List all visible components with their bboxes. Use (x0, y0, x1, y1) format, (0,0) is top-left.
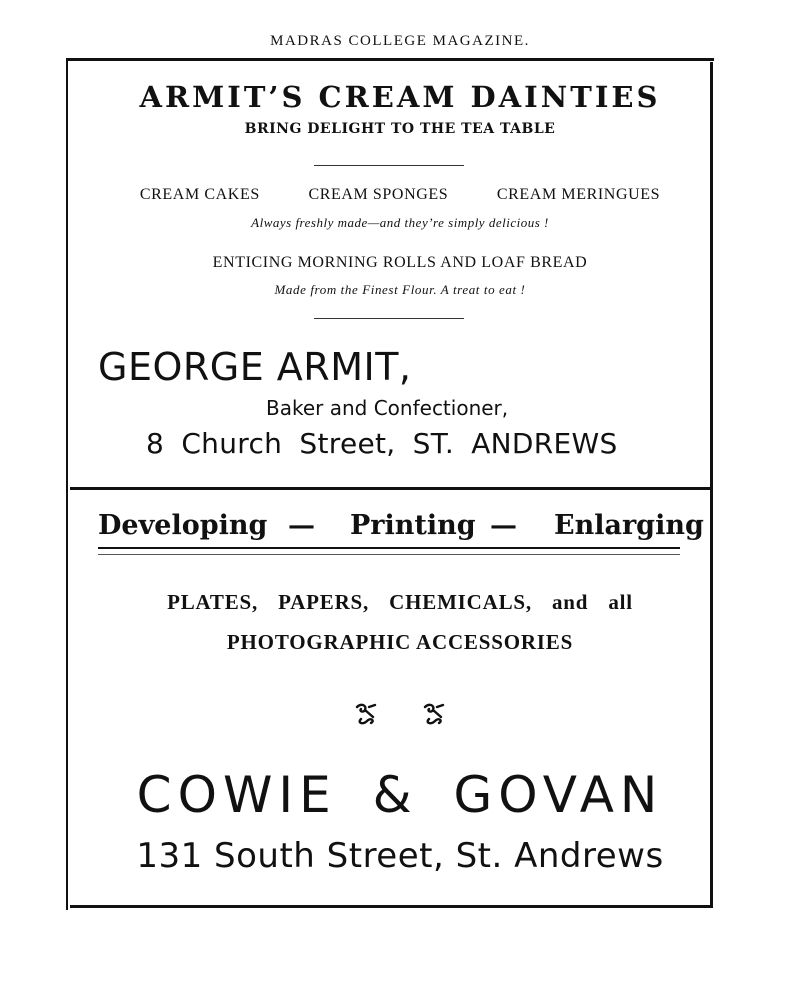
supply-and: and (552, 590, 589, 614)
frame-top-border (66, 58, 714, 61)
service-separator: — (288, 510, 315, 541)
armit-trade: Baker and Confectioner, (266, 396, 509, 420)
services-underline-thin (98, 554, 680, 555)
service-enlarging: Enlarging (554, 510, 704, 541)
decorative-rule (314, 165, 464, 166)
product-cream-meringues: CREAM MERINGUES (496, 186, 661, 203)
product-cream-sponges: CREAM SPONGES (308, 186, 449, 203)
armit-headline: ARMIT’S CREAM DAINTIES (139, 80, 661, 114)
cream-products-line (0, 186, 800, 204)
advert-divider (70, 487, 710, 490)
supply-chemicals: CHEMICALS, (389, 590, 532, 614)
products-note: Always freshly made—and they’re simply delicious ! (251, 215, 549, 230)
ornament-fleuron-icon (421, 703, 447, 731)
service-printing: Printing (350, 510, 476, 541)
services-line (98, 510, 704, 550)
cowie-govan-business-name: COWIE & GOVAN (136, 766, 664, 824)
supplies-line-2: PHOTOGRAPHIC ACCESSORIES (226, 630, 574, 654)
ornament-fleuron-icon (353, 703, 379, 731)
frame-bottom-border (70, 905, 712, 908)
service-separator: — (490, 510, 517, 541)
product-cream-cakes: CREAM CAKES (139, 186, 260, 203)
cowie-govan-address: 131 South Street, St. Andrews (136, 836, 664, 876)
service-developing: Developing (98, 510, 268, 541)
decorative-rule (314, 318, 464, 319)
armit-address: 8 Church Street, ST. ANDREWS (146, 427, 618, 460)
armit-business-name: GEORGE ARMIT, (98, 345, 412, 389)
supply-all: all (608, 590, 633, 614)
services-underline (98, 547, 680, 549)
bread-line: ENTICING MORNING ROLLS AND LOAF BREAD (212, 254, 588, 271)
ornament-row (0, 703, 800, 731)
supply-papers: PAPERS, (278, 590, 370, 614)
running-head: MADRAS COLLEGE MAGAZINE. (270, 33, 530, 49)
supply-plates: PLATES, (167, 590, 259, 614)
supplies-line-1 (0, 590, 800, 615)
armit-tagline: BRING DELIGHT TO THE TEA TABLE (244, 121, 556, 137)
bread-note: Made from the Finest Flour. A treat to eat ! (274, 282, 526, 297)
